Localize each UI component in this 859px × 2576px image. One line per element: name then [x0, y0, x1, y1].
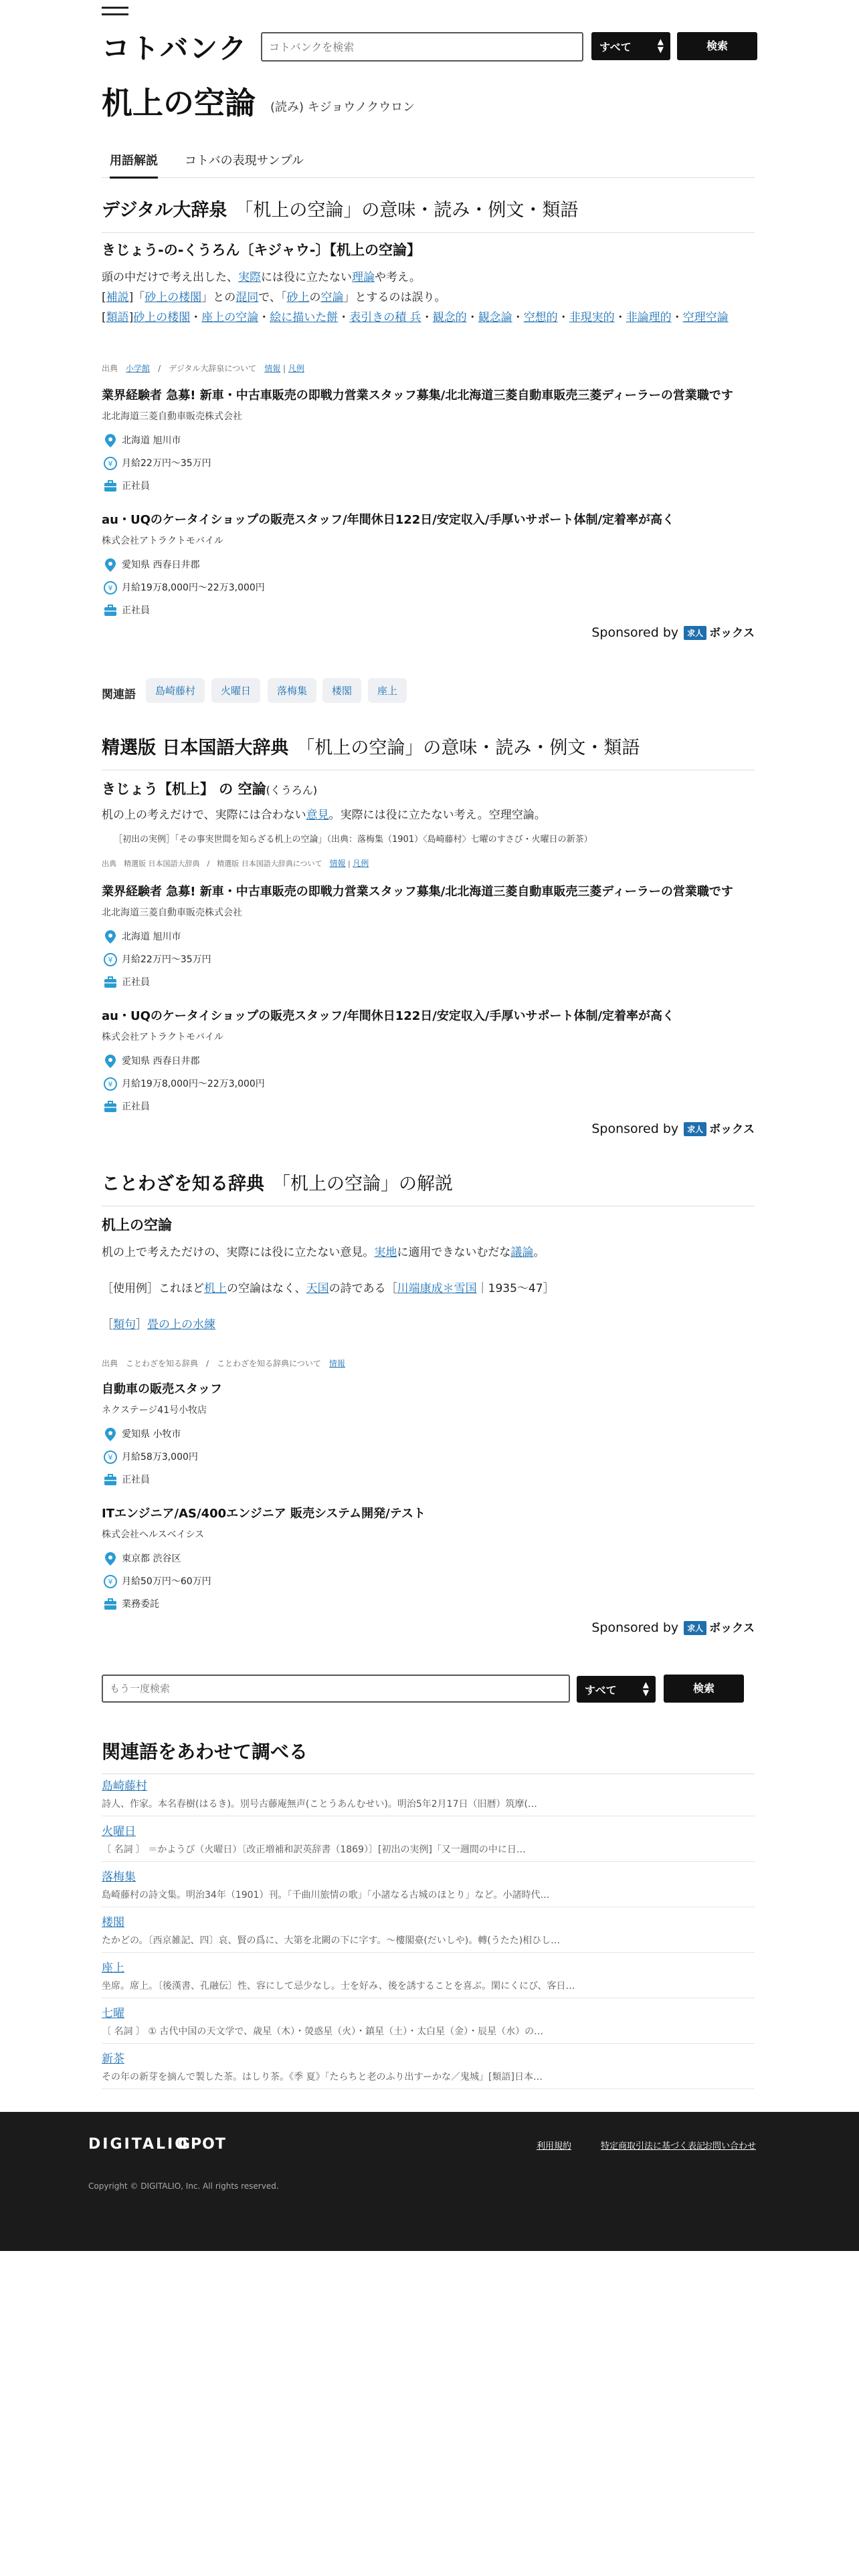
synonym-link[interactable]: 表引きの積 兵 — [349, 311, 421, 324]
bottom-search-input[interactable] — [102, 1675, 570, 1703]
job-listing[interactable] — [102, 387, 755, 494]
yen-coin-icon — [103, 456, 118, 471]
text: (くうろん) — [266, 784, 318, 796]
job-company: 株式会社ヘルスベイシス — [102, 1529, 205, 1540]
text: や考え。 — [375, 271, 421, 284]
job-title[interactable]: 業界経験者 急募! 新車・中古車販売の即戦力営業スタッフ募集/北北海道三菱自動車販売三菱ディーラーの営業職です — [102, 389, 733, 403]
svg-text:¥: ¥ — [108, 956, 113, 964]
page-title: 机上の空論 — [102, 85, 256, 121]
info-link[interactable]: 情報 — [329, 859, 346, 868]
yen-coin-icon — [103, 1077, 118, 1091]
definition-link[interactable]: 混同 — [235, 291, 259, 304]
definition-link[interactable]: 空論 — [320, 291, 344, 304]
related-chip[interactable]: 落梅集 — [268, 678, 316, 703]
text: 正社員 — [122, 605, 150, 616]
text: ［使用例］これほど — [102, 1282, 204, 1295]
info-link[interactable]: 情報 — [264, 364, 281, 373]
svg-text:¥: ¥ — [108, 1453, 113, 1462]
text: 精選版 日本国語大辞典 / 精選版 日本国語大辞典について — [124, 859, 322, 868]
publisher-link[interactable]: 小学館 — [126, 364, 151, 373]
related-item-title[interactable]: 楼閣 — [102, 1916, 124, 1929]
location-pin-icon — [103, 1054, 118, 1069]
synonym-link[interactable]: 座上の空論 — [201, 311, 259, 324]
text: きじょう【机上】 の 空論 — [102, 781, 266, 797]
sponsor-logo-name: ボックス — [709, 1622, 755, 1635]
synonym-link[interactable]: 空想的 — [523, 311, 558, 324]
text: の空論はなく、 — [227, 1282, 306, 1295]
definition-link[interactable]: 砂上 — [286, 291, 310, 304]
text: 月給50万円〜60万円 — [122, 1576, 211, 1587]
related-item-title[interactable]: 火曜日 — [102, 1825, 136, 1838]
job-type — [102, 975, 755, 990]
dictionary-section-title — [102, 733, 755, 770]
entry-heading: きじょう-の-くうろん〔キジャウ-〕【机上の空論】 — [102, 242, 421, 258]
related-heading: 関連語をあわせて調べる — [102, 1737, 755, 1774]
job-type — [102, 1473, 755, 1487]
text: 東京都 渋谷区 — [122, 1553, 181, 1564]
job-company: 株式会社アトラクトモバイル — [102, 1032, 223, 1043]
yen-coin-icon — [103, 952, 118, 967]
site-logo[interactable]: コトバンク — [102, 32, 248, 65]
entry-heading — [102, 778, 317, 798]
job-type — [102, 479, 755, 494]
text: 出典 — [102, 1359, 118, 1368]
related-item-title[interactable]: 島崎藤村 — [102, 1780, 147, 1793]
job-location — [102, 930, 755, 944]
text: の詩である［ — [328, 1282, 397, 1295]
text: 。実際には役に立たない考え。空理空論。 — [328, 809, 546, 822]
related-item-desc: たかどの。〔西京雑記、四〕哀、賢の爲に、大第を北闕の下に字す。〜樓閣臺(だいしや)。轉(うたた)相ひし… — [102, 1935, 561, 1946]
job-listing[interactable] — [102, 511, 755, 618]
text: 。 — [533, 1246, 545, 1259]
search-button[interactable]: 検索 — [677, 32, 757, 60]
job-type — [102, 1099, 755, 1114]
bottom-search-button[interactable]: 検索 — [664, 1675, 744, 1703]
definition-link[interactable]: 議論 — [510, 1246, 534, 1259]
text: 月給19万8,000円〜22万3,000円 — [122, 1079, 265, 1089]
text: 」とするのは誤り。 — [343, 291, 446, 304]
text: 机の上の考えだけで、実際には合わない — [102, 809, 306, 822]
related-item-desc: 〔 名詞 〕 ① 古代中国の天文学で、歳星（木）・熒惑星（火）・鎮星（土）・太白星（金）・辰星（水）の… — [102, 2026, 544, 2037]
text: ］ — [136, 1318, 147, 1331]
related-item-desc: その年の新芽を摘んで製した茶。はしり茶。《季 夏》「たらちと老のふり出すーかな／鬼城」[類語]日本… — [102, 2072, 543, 2082]
sponsored-by[interactable] — [591, 1119, 755, 1136]
dictionary-title-rest: 「机上の空論」の解説 — [272, 1174, 453, 1194]
entry-heading: 机上の空論 — [102, 1217, 172, 1233]
text: 北海道 旭川市 — [122, 932, 181, 942]
job-location — [102, 1551, 755, 1566]
text: デジタル大辞泉について — [169, 364, 257, 373]
text: 正社員 — [122, 1475, 150, 1485]
note-link[interactable]: 補説 — [106, 291, 129, 304]
location-pin-icon — [103, 930, 118, 944]
text: で、「 — [258, 291, 287, 304]
example-quote: ［初出の実例］「その事実世間を知らざる机上の空論」（出典：落梅集（1901）〈島崎藤村〉七曜のすさび・火曜日の新茶） — [114, 835, 593, 845]
related-list-item[interactable] — [102, 1909, 755, 1953]
related-list-item[interactable] — [102, 1954, 755, 1998]
legend-link[interactable]: 凡例 — [353, 859, 369, 868]
synonym-link[interactable]: 観念的 — [432, 311, 467, 324]
definition-link[interactable]: 天国 — [306, 1282, 329, 1295]
related-words-label: 関連語 — [102, 688, 136, 702]
job-salary — [102, 1574, 755, 1589]
source-line — [102, 1358, 345, 1369]
dictionary-section-title — [102, 1169, 755, 1206]
definition-text — [102, 805, 755, 825]
info-link[interactable]: 情報 — [328, 1359, 345, 1368]
sponsor-logo-name: ボックス — [709, 1123, 755, 1136]
location-pin-icon — [103, 433, 118, 448]
yen-coin-icon — [103, 1574, 118, 1589]
svg-text:¥: ¥ — [108, 584, 113, 593]
text: ことわざを知る辞典 / ことわざを知る辞典について — [126, 1359, 321, 1368]
select-arrows-icon: ▲ ▼ — [642, 1680, 649, 1697]
job-salary — [102, 580, 755, 595]
dictionary-title-rest: 「机上の空論」の意味・読み・例文・類語 — [235, 200, 579, 221]
definition-link[interactable]: 意見 — [306, 809, 329, 822]
job-salary — [102, 456, 755, 471]
text: Sponsored by — [591, 1121, 679, 1136]
tab-bar — [102, 146, 755, 178]
text: 愛知県 西春日井郡 — [122, 560, 200, 570]
yen-coin-icon — [103, 1450, 118, 1465]
briefcase-icon — [103, 1597, 118, 1612]
text: 業務委託 — [122, 1599, 159, 1610]
related-list-item[interactable] — [102, 1772, 755, 1816]
related-item-title[interactable]: 落梅集 — [102, 1870, 136, 1884]
job-location — [102, 433, 755, 448]
text: ｜1935〜47］ — [476, 1282, 555, 1295]
sponsored-by[interactable] — [591, 623, 755, 640]
related-list-item[interactable] — [102, 2000, 755, 2044]
related-list-item[interactable] — [102, 1863, 755, 1907]
search-input[interactable] — [261, 32, 583, 62]
related-list-item[interactable] — [102, 2045, 755, 2089]
job-company: 株式会社アトラクトモバイル — [102, 536, 223, 546]
text: 北海道 旭川市 — [122, 435, 181, 446]
briefcase-icon — [103, 975, 118, 990]
job-location — [102, 558, 755, 572]
text: 月給58万3,000円 — [122, 1452, 198, 1463]
job-listing[interactable] — [102, 1505, 755, 1612]
job-title[interactable]: 業界経験者 急募! 新車・中古車販売の即戦力営業スタッフ募集/北北海道三菱自動車販売三菱ディーラーの営業職です — [102, 885, 733, 899]
related-item-title[interactable]: 新茶 — [102, 2052, 124, 2066]
job-type — [102, 1597, 755, 1612]
synonym-link[interactable]: 砂上の楼閣 — [133, 311, 191, 324]
similar-phrase-link[interactable]: 畳の上の水練 — [147, 1318, 215, 1331]
job-title[interactable]: ITエンジニア/AS/400エンジニア 販売システム開発/テスト — [102, 1507, 426, 1521]
job-company: 北北海道三菱自動車販売株式会社 — [102, 411, 242, 422]
dictionary-title-rest: 「机上の空論」の意味・読み・例文・類語 — [296, 738, 640, 758]
briefcase-icon — [103, 603, 118, 618]
job-title[interactable]: 自動車の販売スタッフ — [102, 1382, 222, 1396]
job-type — [102, 603, 755, 618]
definition-text: 頭の中だけで考え出した、実際には役に立たない理論や考え。 [補説]「砂上の楼閣」との混同で、「砂上の空論」とするのは誤り。 [類語]砂上の楼閣・座上の空論・絵に描いた餅・表引きの積 兵・観念的・観念論・空想的・非現実的・非論理的・空理空論 — [102, 271, 729, 324]
text: Sponsored by — [591, 1620, 679, 1635]
text: 正社員 — [122, 977, 150, 988]
related-item-desc: 坐席。席上。〔後漢書、孔融伝〕性、容にして忌少なし。士を好み、後を誘することを喜ぶ。閑にくにび、客日… — [102, 1981, 575, 1992]
text: 出典 — [102, 859, 116, 868]
text: 机の上で考えただけの、実際には役に立たない意見。 — [102, 1246, 375, 1259]
source-line: 出典 小学館 / デジタル大辞泉について 情報 | 凡例 — [102, 364, 304, 373]
job-listing[interactable] — [102, 1380, 755, 1487]
related-chip[interactable]: 座上 — [368, 678, 407, 703]
text: には役に立たない — [261, 271, 352, 284]
tab-definitions[interactable]: 用語解説 — [110, 151, 158, 179]
text: 」との — [201, 291, 236, 304]
text: Sponsored by — [591, 625, 679, 640]
page-reading: (読み) キジョウノクウロン — [270, 100, 415, 114]
select-arrows-icon: ▲ ▼ — [657, 37, 664, 54]
job-listing[interactable] — [102, 1007, 755, 1114]
text: 愛知県 小牧市 — [122, 1429, 181, 1440]
briefcase-icon — [103, 1099, 118, 1114]
text: に適用できないむだな — [397, 1246, 511, 1259]
job-title[interactable]: au・UQのケータイショップの販売スタッフ/年間休日122日/安定収入/手厚いサポート体制/定着率が高く — [102, 1009, 675, 1023]
location-pin-icon — [103, 1427, 118, 1442]
svg-text:¥: ¥ — [108, 459, 113, 468]
synonym-label-link[interactable]: 類語 — [106, 311, 129, 324]
related-item-title[interactable]: 七曜 — [102, 2007, 124, 2020]
job-salary — [102, 952, 755, 967]
text: の — [309, 291, 321, 304]
synonym-link[interactable]: 観念論 — [478, 311, 512, 324]
synonym-link[interactable]: 非現実的 — [569, 311, 615, 324]
search-scope-select[interactable] — [591, 32, 670, 60]
job-title[interactable]: au・UQのケータイショップの販売スタッフ/年間休日122日/安定収入/手厚いサポート体制/定着率が高く — [102, 513, 675, 527]
related-item-title[interactable]: 座上 — [102, 1961, 124, 1975]
sponsor-logo-name: ボックス — [709, 627, 755, 640]
sponsor-logo-mark: 求人 — [684, 1621, 706, 1635]
sponsor-logo-mark: 求人 — [684, 626, 706, 640]
source-line: 出典 精選版 日本国語大辞典 / 精選版 日本国語大辞典について 情報 | 凡例 — [102, 859, 369, 868]
dictionary-name: 精選版 日本国語大辞典 — [102, 738, 289, 758]
job-location — [102, 1054, 755, 1069]
synonym-link[interactable]: 空理空論 — [682, 311, 729, 324]
tab-expression-samples[interactable]: コトバの表現サンプル — [185, 154, 304, 168]
synonym-link[interactable]: 絵に描いた餅 — [270, 311, 339, 324]
location-pin-icon — [103, 1551, 118, 1566]
job-salary — [102, 1077, 755, 1091]
dictionary-section-title — [102, 195, 755, 233]
sponsored-by[interactable] — [591, 1618, 755, 1635]
related-chip[interactable]: 火曜日 — [211, 678, 260, 703]
definition-link[interactable]: 実地 — [374, 1246, 397, 1259]
text: 「 — [133, 291, 145, 304]
search-scope-label: すべて — [599, 41, 632, 53]
job-salary — [102, 1450, 755, 1465]
text: 頭の中だけで考え出した、 — [102, 271, 238, 284]
copyright: Copyright © DIGITALIO, Inc. All rights reserved. — [88, 2181, 279, 2191]
text: 月給19万8,000円〜22万3,000円 — [122, 582, 265, 593]
definition-link[interactable]: 机上 — [204, 1282, 227, 1295]
definition-link[interactable]: 実際 — [238, 271, 261, 284]
yen-coin-icon — [103, 580, 118, 595]
footer-logo-digitalio[interactable]: DIGITALIO — [88, 2136, 189, 2153]
location-pin-icon — [103, 558, 118, 572]
briefcase-icon — [103, 1473, 118, 1487]
job-company: 北北海道三菱自動車販売株式会社 — [102, 907, 242, 918]
text: 正社員 — [122, 1101, 150, 1112]
related-item-desc: 〔 名詞 〕 ＝かようび（火曜日）〔改正増補和訳英辞書（1869）〕[初出の実例]「又一週間の中に日… — [102, 1844, 526, 1855]
footer-link-commercial-law[interactable]: 特定商取引法に基づく表記 — [601, 2141, 706, 2151]
related-chip[interactable]: 楼閣 — [322, 678, 361, 703]
dictionary-name: ことわざを知る辞典 — [102, 1174, 264, 1194]
definition-link[interactable]: 理論 — [352, 271, 375, 284]
briefcase-icon — [103, 479, 118, 494]
site-footer — [0, 2112, 859, 2251]
synonym-link[interactable]: 非論理的 — [626, 311, 672, 324]
bottom-search-scope-select[interactable] — [577, 1676, 656, 1703]
footer-logo-gpot[interactable]: GPOT — [178, 2136, 226, 2153]
svg-text:¥: ¥ — [108, 1080, 113, 1089]
related-list-item[interactable] — [102, 1818, 755, 1862]
text: / — [158, 364, 161, 373]
similar-phrase-label-link[interactable]: 類句 — [113, 1318, 136, 1331]
sponsor-logo-mark: 求人 — [684, 1122, 706, 1136]
text: 愛知県 西春日井郡 — [122, 1056, 200, 1067]
menu-icon[interactable] — [102, 4, 128, 23]
footer-link-contact[interactable]: お問い合わせ — [704, 2141, 757, 2151]
legend-link[interactable]: 凡例 — [288, 364, 304, 373]
text: ［ — [102, 1318, 113, 1331]
dictionary-name: デジタル大辞泉 — [102, 200, 227, 221]
footer-link-terms[interactable]: 利用規約 — [537, 2141, 572, 2151]
search-scope-label: すべて — [585, 1684, 617, 1697]
related-item-desc: 詩人、作家。本名春樹(はるき)。別号古藤庵無声(ことうあんむせい)。明治5年2月17日（旧暦）筑摩(… — [102, 1799, 537, 1810]
job-listing[interactable] — [102, 883, 755, 990]
text: 月給22万円〜35万円 — [122, 458, 211, 469]
text: 正社員 — [122, 481, 150, 492]
job-company: ネクステージ41号小牧店 — [102, 1405, 207, 1416]
text: 出典 — [102, 364, 118, 373]
text: 月給22万円〜35万円 — [122, 954, 211, 965]
svg-text:¥: ¥ — [108, 1578, 113, 1586]
related-chip[interactable]: 島崎藤村 — [146, 678, 205, 703]
definition-text — [102, 1243, 755, 1335]
definition-link[interactable]: 砂上の楼閣 — [145, 291, 202, 304]
related-item-desc: 島崎藤村の詩文集。明治34年（1901）刊。「千曲川旅情の歌」「小諸なる古城のほとり」など。小諸時代… — [102, 1890, 550, 1901]
definition-link[interactable]: 川端康成＊雪国 — [397, 1282, 477, 1295]
job-location — [102, 1427, 755, 1442]
